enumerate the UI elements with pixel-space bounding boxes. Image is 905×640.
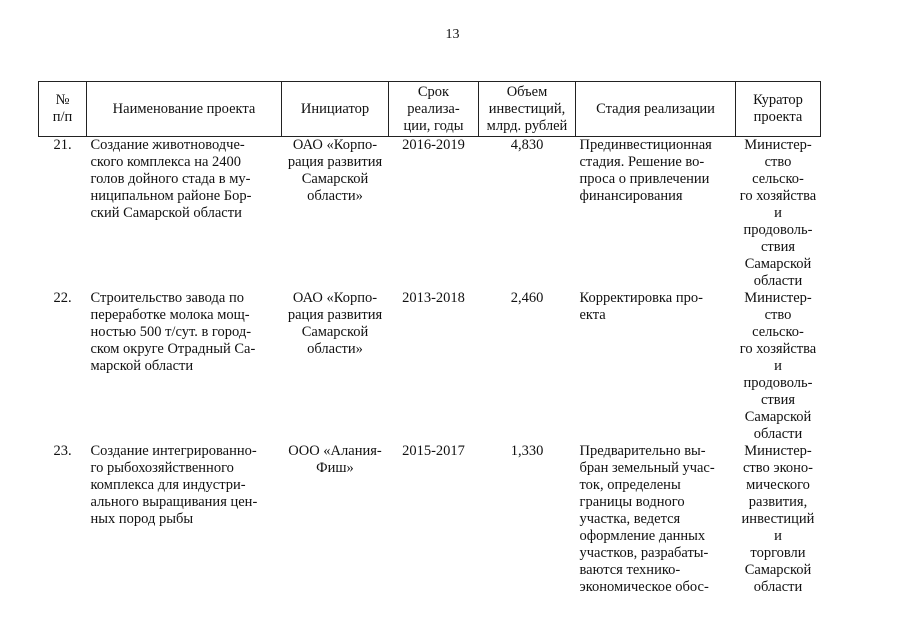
project-volume: 1,330 [510,443,544,459]
header-stage: Стадия реализации [576,82,736,137]
header-term: Срок реализа- ции, годы [389,82,479,137]
header-volume: Объем инвестиций, млрд. рублей [479,82,576,137]
project-term: 2013-2018 [402,290,465,306]
row-num: 21. [53,137,72,153]
page-number: 13 [445,27,460,42]
project-curator: Министер- ство сельско- го хозяйства и продоволь- ствия Самарской области [739,290,817,442]
project-initiator: ОАО «Корпо- рация развития Самарской области» [287,290,383,357]
project-term: 2016-2019 [402,137,465,153]
table-row [39,290,821,443]
table-row [39,443,821,623]
project-curator: Министер- ство эконо- мического развития, инвестиций и торговли Самарской области [741,443,815,595]
header-num: № п/п [39,82,87,137]
header-curator: Куратор проекта [736,82,821,137]
projects-table [38,81,821,623]
project-name: Создание интегрированно- го рыбохозяйственного комплекса для индустри- ального выращивания цен- ных пород рыбы [90,443,258,527]
project-initiator: ООО «Алания- Фиш» [288,443,382,476]
project-initiator: ОАО «Корпо- рация развития Самарской области» [287,137,383,204]
row-num: 22. [53,290,72,306]
project-stage: Прединвестиционная стадия. Решение во- проса о привлечении финансирования [579,137,712,204]
project-volume: 4,830 [510,137,544,153]
table-row [39,137,821,291]
project-curator: Министер- ство сельско- го хозяйства и продоволь- ствия Самарской области [739,137,817,289]
header-initiator: Инициатор [282,82,389,137]
project-stage: Предварительно вы- бран земельный учас- ток, определены границы водного участка, ведется оформление данных участков, разрабаты- ваются технико- экономическое обос- [579,443,715,595]
project-volume: 2,460 [510,290,544,306]
project-name: Создание животноводче- ского комплекса на 2400 голов дойного стада в му- ниципальном районе Бор- ский Самарской области [90,137,252,221]
header-name: Наименование проекта [87,82,282,137]
row-num: 23. [53,443,72,459]
project-name: Строительство завода по переработке молока мощ- ностью 500 т/сут. в город- ском округе Отрадный Са- марской области [90,290,256,374]
table-header-row [39,82,821,137]
project-term: 2015-2017 [402,443,465,459]
project-stage: Корректировка про- екта [579,290,703,323]
